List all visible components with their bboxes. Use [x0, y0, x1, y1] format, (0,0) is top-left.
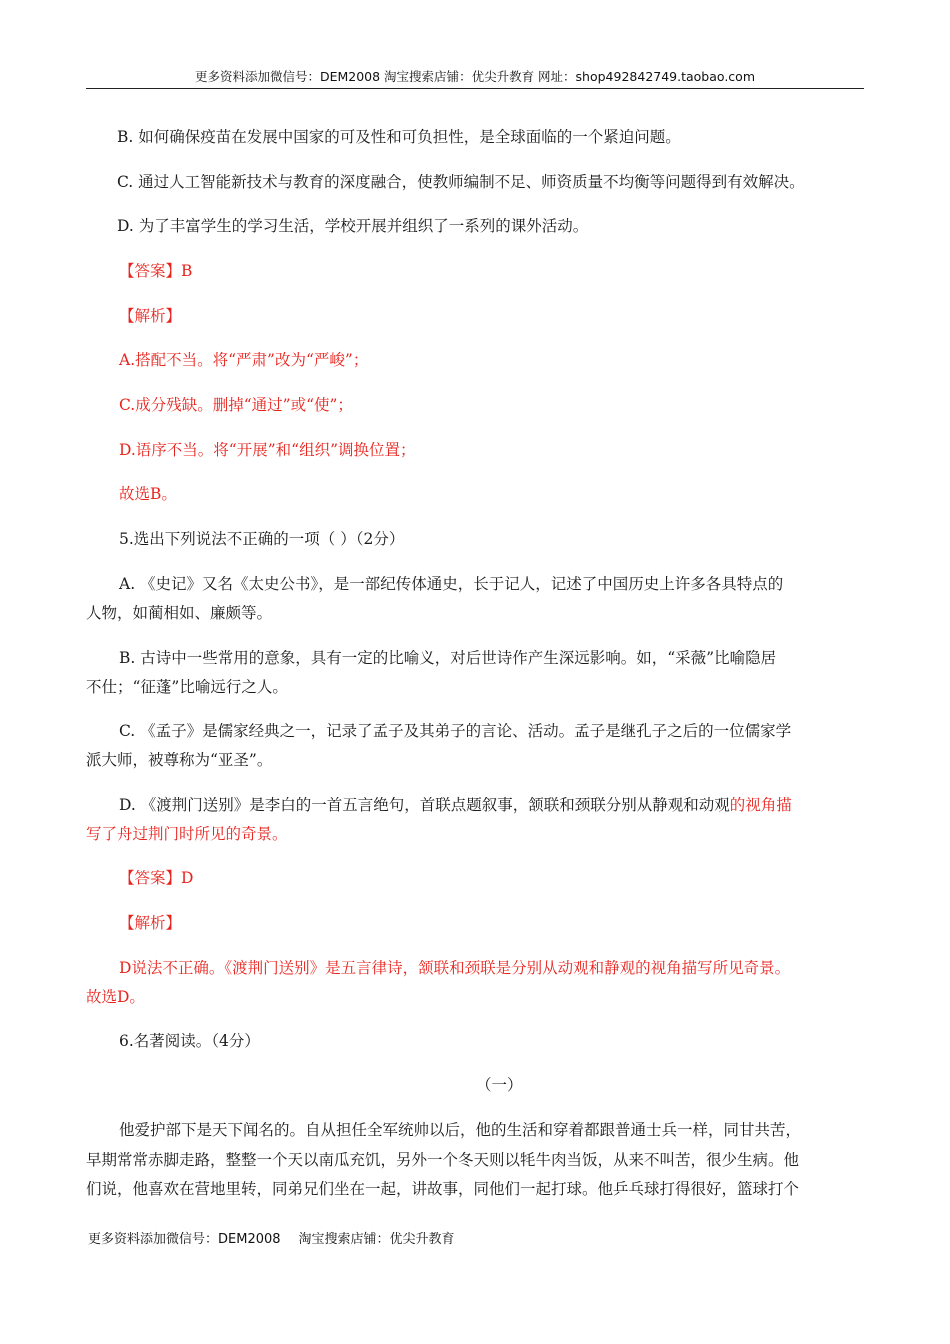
footer-wechat: 更多资料添加微信号：DEM2008: [88, 1232, 281, 1247]
q5-option-d-text: D. 《渡荆门送别》是李白的一首五言绝句，首联点题叙事，颔联和颈联分别从静观和动观: [119, 796, 730, 814]
q4-option-c: C. 通过人工智能新技术与教育的深度融合，使教师编制不足、师资质量不均衡等问题得到有效解决。: [117, 173, 805, 191]
q4-analysis-label: 【解析】: [119, 307, 182, 325]
footer-shop: 淘宝搜索店铺：优尖升教育: [298, 1232, 455, 1247]
q6-section-title: （一）: [476, 1076, 523, 1094]
q6-passage-line: 他爱护部下是天下闻名的。自从担任全军统帅以后，他的生活和穿着都跟普通士兵一样，同甘共苦，: [119, 1121, 802, 1139]
q6-passage-line: 们说，他喜欢在营地里转，同弟兄们坐在一起，讲故事，同他们一起打球。他乒乓球打得很好，篮球打个: [86, 1180, 800, 1198]
q5-option-c: C. 《孟子》是儒家经典之一，记录了孟子及其弟子的言论、活动。孟子是继孔子之后的一位儒家学: [119, 722, 792, 740]
q4-option-d: D. 为了丰富学生的学习生活，学校开展并组织了一系列的课外活动。: [117, 217, 589, 235]
q5-option-d: [119, 795, 792, 815]
q6-passage-line: 早期常常赤脚走路，整整一个天以南瓜充饥，另外一个冬天则以牦牛肉当饭，从来不叫苦，很少生病。他: [86, 1151, 800, 1169]
q4-analysis-line: D.语序不当。将“开展”和“组织”调换位置；: [119, 441, 416, 459]
q6-stem: 6.名著阅读。（4分）: [119, 1032, 260, 1050]
q5-option-b: B. 古诗中一些常用的意象，具有一定的比喻义，对后世诗作产生深远影响。如，“采薇”比喻隐居: [119, 649, 777, 667]
q5-option-d-highlight: 的视角描: [729, 796, 792, 814]
q5-option-b-cont: 不仕；“征蓬”比喻远行之人。: [86, 678, 288, 696]
q5-analysis-line: 故选D。: [86, 988, 145, 1006]
q4-analysis-line: 故选B。: [119, 485, 177, 503]
header-text: 更多资料添加微信号：DEM2008 淘宝搜索店铺：优尖升教育 网址：shop492842749.taobao.com: [194, 69, 756, 84]
q5-option-a-cont: 人物，如蔺相如、廉颇等。: [86, 604, 273, 622]
q5-stem: 5.选出下列说法不正确的一项（ ）（2分）: [119, 530, 405, 548]
q5-analysis-label: 【解析】: [119, 914, 182, 932]
page-footer: [88, 1230, 455, 1250]
q5-option-a: A. 《史记》又名《太史公书》，是一部纪传体通史，长于记人，记述了中国历史上许多各具特点的: [119, 575, 784, 593]
q5-option-c-cont: 派大师，被尊称为“亚圣”。: [86, 751, 273, 769]
q4-analysis-line: A.搭配不当。将“严肃”改为“严峻”；: [119, 351, 369, 369]
q5-answer: 【答案】D: [119, 869, 194, 887]
page-header: [86, 66, 864, 89]
q4-analysis-line: C.成分残缺。删掉“通过”或“使”；: [119, 396, 353, 414]
q5-option-d-cont: 写了舟过荆门时所见的奇景。: [86, 825, 288, 843]
q4-option-b: B. 如何确保疫苗在发展中国家的可及性和可负担性，是全球面临的一个紧迫问题。: [117, 128, 681, 146]
q5-analysis-line: D说法不正确。《渡荆门送别》是五言律诗，颔联和颈联是分别从动观和静观的视角描写所见奇景。: [119, 959, 791, 977]
q4-answer: 【答案】B: [119, 262, 193, 280]
